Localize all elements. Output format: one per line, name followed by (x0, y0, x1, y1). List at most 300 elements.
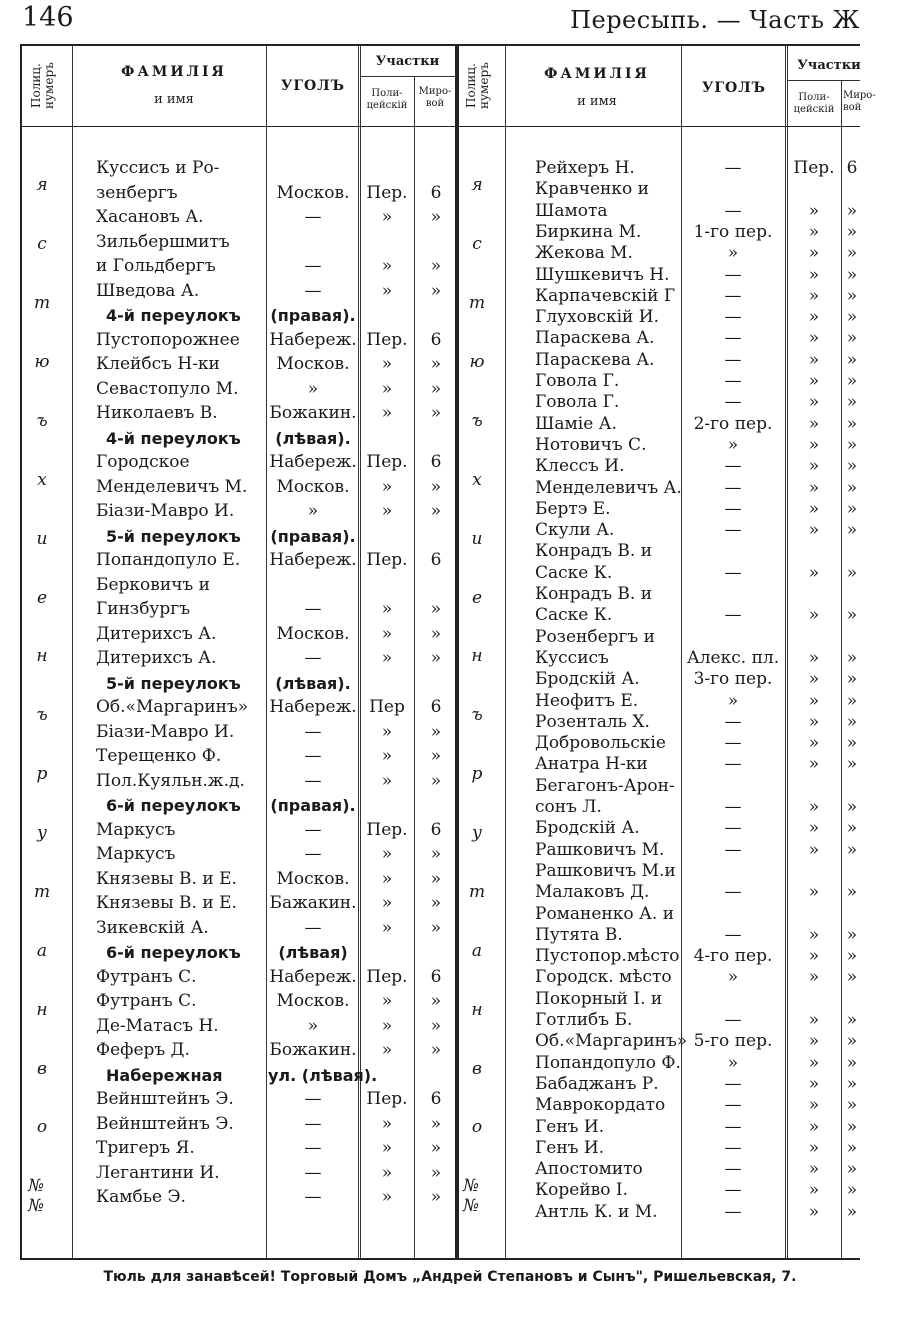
directory-row (459, 435, 860, 456)
side-letter: ю (469, 352, 485, 373)
resident-name: 6-й переулокъ (106, 943, 241, 962)
police-district: » (808, 839, 820, 860)
directory-row (459, 265, 860, 286)
side-letter: ъ (36, 705, 48, 726)
peace-district: » (846, 1159, 858, 1180)
peace-district: » (430, 403, 442, 423)
directory-row (459, 1031, 860, 1052)
section-heading-row (22, 795, 455, 816)
police-district: » (381, 1162, 393, 1183)
peace-district: » (846, 711, 858, 732)
corner-street: — (724, 520, 742, 541)
directory-row (459, 307, 860, 328)
directory-row (459, 776, 860, 797)
peace-district: » (430, 868, 442, 889)
side-letter: н (36, 646, 48, 667)
resident-name: Антль К. и М. (535, 1201, 658, 1222)
side-letter: а (36, 940, 48, 961)
resident-name: Пустопор.мѣсто (535, 946, 680, 967)
directory-row (459, 563, 860, 584)
side-letter: ъ (36, 410, 48, 431)
directory-row (459, 350, 860, 371)
corner-street: — (304, 1187, 322, 1207)
section-heading-row (22, 305, 455, 326)
peace-district: » (846, 924, 858, 945)
corner-street: — (304, 599, 322, 619)
directory-row (22, 844, 455, 865)
corner-street: Набереж. (269, 697, 357, 717)
peace-district: » (846, 285, 858, 306)
corner-street: Бажакин. (269, 893, 357, 913)
peace-district: » (846, 1031, 858, 1052)
resident-name: Корейво I. (535, 1180, 628, 1201)
corner-street: — (724, 882, 742, 903)
side-letter: р (36, 764, 48, 785)
directory-row (459, 605, 860, 626)
peace-district: » (430, 599, 442, 619)
peace-district: » (430, 1187, 442, 1207)
corner-street: — (304, 819, 322, 840)
police-district: » (381, 403, 393, 423)
resident-name: Пол.Куяльн.ж.д. (96, 770, 245, 791)
police-district: » (808, 1095, 820, 1116)
side-letter: х (472, 469, 482, 490)
peace-district: » (846, 562, 858, 583)
directory-row (459, 818, 860, 839)
resident-name: Дитерихсъ А. (96, 648, 217, 668)
corner-street: (правая). (270, 526, 356, 546)
police-district: » (381, 991, 393, 1011)
resident-name: Рашковичъ М.и (535, 860, 676, 881)
name-subheader: и имя (154, 92, 194, 107)
resident-name: Шаміе А. (535, 413, 617, 434)
police-district: » (808, 562, 820, 583)
side-letter: т (33, 881, 51, 902)
side-letter: в (37, 1058, 47, 1079)
resident-name: Анатра Н-ки (535, 754, 648, 775)
side-letter: ю (34, 352, 50, 373)
corner-street: — (724, 1116, 742, 1137)
corner-street: Набереж. (269, 329, 357, 350)
resident-name: Рейхеръ Н. (535, 158, 635, 178)
directory-row (459, 328, 860, 349)
resident-name: Малаковъ Д. (535, 882, 650, 903)
peace-district: » (846, 307, 858, 328)
directory-row (22, 403, 455, 424)
directory-row (459, 1138, 860, 1159)
side-letter: н (471, 646, 483, 667)
corner-street: — (724, 328, 742, 349)
directory-row (459, 1095, 860, 1116)
police-district: » (381, 721, 393, 742)
resident-name: Вейнштейнъ Э. (96, 1113, 234, 1134)
corner-street: — (724, 924, 742, 945)
police-district: Пер. (366, 1089, 408, 1109)
advertisement-footer: Тюль для занавѣсей! Торговый Домъ „Андрей Степановъ и Сынъ", Ришельевская, 7. (103, 1269, 797, 1285)
peace-district-header: Миро-вой (843, 90, 876, 113)
peace-district: » (846, 371, 858, 391)
resident-name: Біази-Мавро И. (96, 501, 235, 521)
resident-name: Скули А. (535, 520, 615, 541)
resident-name: Попандопуло Ф. (535, 1052, 681, 1073)
police-district: » (381, 893, 393, 913)
directory-row (459, 1074, 860, 1095)
districts-rule (360, 76, 455, 77)
peace-district: » (430, 1040, 442, 1060)
resident-name: Романенко А. и (535, 903, 675, 924)
corner-street: (лѣвая) (278, 943, 348, 962)
corner-street: (лѣвая). (275, 428, 351, 448)
police-district: » (808, 967, 820, 988)
resident-name: Розенталь Х. (535, 711, 650, 732)
peace-district: » (846, 264, 858, 285)
resident-name: Глуховскій И. (535, 307, 659, 328)
side-letter: а (471, 940, 483, 961)
police-district: » (381, 501, 393, 521)
peace-district: » (430, 721, 442, 742)
corner-street: — (724, 605, 742, 626)
police-district: » (808, 605, 820, 626)
resident-name: Жекова М. (535, 243, 633, 264)
police-district: » (808, 946, 820, 967)
corner-street: — (304, 844, 322, 864)
directory-row (459, 669, 860, 690)
resident-name: Маврокордато (535, 1095, 666, 1116)
resident-name: Генъ И. (535, 1116, 605, 1137)
resident-name: Бабаджанъ Р. (535, 1073, 659, 1094)
peace-district: » (846, 967, 858, 988)
police-district: » (808, 520, 820, 541)
peace-district: » (846, 1201, 858, 1222)
corner-street: (правая). (270, 796, 356, 815)
peace-district: » (846, 434, 858, 455)
corner-street: 3-го пер. (693, 669, 773, 690)
directory-row (459, 520, 860, 541)
directory-row (459, 904, 860, 925)
resident-name: Апостомито (535, 1159, 643, 1180)
corner-street: — (304, 770, 322, 791)
corner-street: — (724, 477, 742, 498)
corner-street: — (724, 1137, 742, 1158)
corner-street: — (724, 1180, 742, 1201)
directory-row (22, 1163, 455, 1184)
corner-street: — (724, 754, 742, 775)
corner-street: — (304, 648, 322, 668)
police-number-header: Полиц. нумеръ (29, 62, 56, 110)
resident-name: Николаевъ В. (96, 403, 218, 423)
corner-street: — (724, 158, 742, 178)
resident-name: Параскева А. (535, 328, 655, 349)
directory-row (459, 222, 860, 243)
corner-street: » (727, 243, 739, 264)
police-district: » (381, 207, 393, 227)
name-subheader: и имя (577, 94, 617, 109)
corner-street: (лѣвая). (275, 673, 351, 693)
peace-district: » (430, 844, 442, 864)
police-district: Пер. (366, 452, 408, 472)
police-district: » (381, 1113, 393, 1134)
directory-row (22, 354, 455, 375)
police-district: » (381, 256, 393, 276)
resident-name: Менделевичъ А. (535, 477, 682, 498)
police-district: » (808, 797, 820, 817)
corner-street: Москов. (276, 354, 350, 374)
resident-name: Бертэ Е. (535, 498, 611, 519)
directory-row (22, 893, 455, 914)
directory-row (459, 712, 860, 733)
peace-district: » (430, 476, 442, 497)
corner-street: — (724, 839, 742, 860)
peace-district: » (846, 1010, 858, 1030)
police-district: » (381, 476, 393, 497)
corner-street: — (304, 721, 322, 742)
resident-name: Готлибъ Б. (535, 1010, 633, 1030)
police-district: » (808, 221, 820, 242)
corner-street: » (727, 434, 739, 455)
peace-district: 6 (430, 329, 442, 350)
directory-row (459, 882, 860, 903)
directory-row (22, 501, 455, 522)
resident-name: Говола Г. (535, 371, 620, 391)
resident-name: Путята В. (535, 924, 623, 945)
directory-row (22, 819, 455, 844)
directory-row (22, 256, 455, 277)
corner-street: — (724, 1010, 742, 1030)
resident-name: Параскева А. (535, 349, 655, 370)
peace-district: » (846, 605, 858, 626)
directory-row (459, 1202, 860, 1223)
police-district: » (808, 647, 820, 668)
corner-street: Москов. (276, 623, 350, 644)
corner-street: — (724, 349, 742, 370)
directory-row (22, 452, 455, 473)
directory-row (459, 392, 860, 413)
police-district: » (808, 1201, 820, 1222)
directory-table (20, 44, 876, 1260)
corner-street: Набереж. (269, 966, 357, 987)
police-district: » (808, 477, 820, 498)
directory-row (22, 183, 455, 204)
peace-district: » (430, 1138, 442, 1158)
resident-name: Маркусъ (96, 819, 176, 840)
resident-name: Пустопорожнее (96, 329, 240, 350)
corner-street: Набереж. (269, 452, 357, 472)
corner-street: ул. (лѣвая). (268, 1065, 378, 1085)
resident-name: Футранъ С. (96, 991, 197, 1011)
corner-street: 5-го пер. (693, 1031, 773, 1052)
police-district: Пер. (366, 966, 408, 987)
resident-name: Об.«Маргаринъ» (96, 697, 249, 717)
side-letter: ъ (471, 410, 483, 431)
side-letter: в (472, 1058, 482, 1079)
corner-street: 4-го пер. (693, 946, 773, 967)
side-letter: н (471, 999, 483, 1020)
police-district: » (381, 746, 393, 766)
police-district: » (808, 498, 820, 519)
police-district: » (808, 818, 820, 839)
peace-district: » (846, 1137, 858, 1158)
resident-name: Покорный I. и (535, 988, 663, 1009)
directory-row (459, 414, 860, 435)
section-heading-row (22, 1065, 455, 1086)
police-district: » (808, 924, 820, 945)
peace-district: » (430, 1113, 442, 1134)
side-letter: о (36, 1117, 48, 1138)
side-letter: у (37, 823, 47, 844)
peace-district: 6 (430, 697, 442, 717)
side-letter: т (468, 293, 486, 314)
resident-name: Шушкевичъ Н. (535, 264, 670, 285)
resident-name: 6-й переулокъ (106, 796, 241, 815)
resident-name: Хасановъ А. (96, 207, 204, 227)
surname-header: ФАМИЛІЯ (544, 66, 650, 82)
police-district: » (808, 711, 820, 732)
resident-name: Неофитъ Е. (535, 690, 639, 711)
police-district: Пер. (366, 182, 408, 203)
corner-street: — (724, 456, 742, 477)
police-district-header: Поли-цейскій (366, 88, 408, 111)
police-district: » (808, 307, 820, 328)
police-district: Пер (369, 697, 405, 717)
directory-row (22, 1187, 455, 1208)
peace-district: 6 (846, 158, 858, 178)
peace-district: » (846, 221, 858, 242)
peace-district: 6 (430, 182, 442, 203)
peace-district: » (430, 1015, 442, 1036)
resident-name: Гинзбургъ (96, 599, 191, 619)
corner-street: — (724, 818, 742, 839)
directory-row (459, 1159, 860, 1180)
corner-street: — (724, 200, 742, 221)
peace-district: » (846, 520, 858, 541)
corner-street: — (724, 562, 742, 583)
directory-row (459, 584, 860, 605)
right-table (459, 46, 876, 1258)
directory-row (22, 599, 455, 620)
directory-row (22, 1016, 455, 1037)
peace-district: » (846, 647, 858, 668)
corner-street: — (304, 207, 322, 227)
peace-district: » (846, 413, 858, 434)
resident-name: Маркусъ (96, 844, 176, 864)
police-district: » (808, 1116, 820, 1137)
police-district: » (381, 280, 393, 301)
side-letter: ъ (471, 705, 483, 726)
directory-row (22, 697, 455, 718)
side-letter: №№ (463, 1176, 480, 1217)
police-district: » (808, 1180, 820, 1201)
peace-district: » (846, 839, 858, 860)
resident-name: Конрадъ В. и (535, 541, 653, 562)
resident-name: Легантини И. (96, 1162, 220, 1183)
peace-district: » (430, 991, 442, 1011)
resident-name: Зикевскій А. (96, 917, 209, 938)
peace-district: » (846, 349, 858, 370)
corner-street: — (304, 1138, 322, 1158)
resident-name: Нотовичъ С. (535, 434, 647, 455)
page-number: 146 (22, 2, 74, 33)
resident-name: Футранъ С. (96, 966, 197, 987)
right-table-header (459, 46, 876, 127)
directory-row (459, 499, 860, 520)
police-district: » (381, 648, 393, 668)
police-district: » (808, 1159, 820, 1180)
corner-street: » (307, 378, 319, 399)
police-district: » (808, 1031, 820, 1052)
corner-street: — (304, 917, 322, 938)
directory-row (459, 243, 860, 264)
resident-name: Городское (96, 452, 190, 472)
police-district: Пер. (793, 158, 835, 178)
resident-name: Феферъ Д. (96, 1040, 190, 1060)
directory-row (459, 648, 860, 669)
resident-name: Генъ И. (535, 1137, 605, 1158)
corner-street: — (724, 1073, 742, 1094)
directory-row (459, 925, 860, 946)
police-district: » (381, 599, 393, 619)
directory-row (459, 691, 860, 712)
police-district: » (808, 882, 820, 903)
police-district: » (808, 413, 820, 434)
corner-street: — (724, 797, 742, 817)
peace-district: » (846, 690, 858, 711)
police-district: » (381, 1015, 393, 1036)
directory-row (22, 771, 455, 792)
resident-name: Біази-Мавро И. (96, 721, 235, 742)
left-table-header (22, 46, 455, 127)
directory-row (22, 991, 455, 1012)
directory-row (22, 967, 455, 988)
peace-district: » (846, 456, 858, 477)
resident-name: Карпачевскій Г (535, 285, 676, 306)
directory-row (459, 179, 860, 200)
corner-street: (правая). (270, 306, 356, 325)
corner-street: — (304, 1113, 322, 1134)
corner-street: — (724, 733, 742, 754)
directory-row (459, 541, 860, 562)
resident-name: Берковичъ и (96, 574, 210, 595)
peace-district: 6 (430, 1089, 442, 1109)
side-letter: р (471, 764, 483, 785)
left-table (22, 46, 455, 1258)
police-district: » (808, 328, 820, 349)
peace-district: » (430, 893, 442, 913)
section-heading-row (22, 673, 455, 694)
directory-row (22, 575, 455, 596)
resident-name: Дитерихсъ А. (96, 623, 217, 644)
corner-street: Алекс. пл. (686, 647, 780, 668)
police-district: Пер. (366, 550, 408, 570)
resident-name: Набережная (106, 1065, 223, 1085)
resident-name: Бродскій А. (535, 669, 640, 690)
corner-header: УГОЛЪ (702, 80, 766, 96)
police-district: » (808, 690, 820, 711)
resident-name: Князевы В. и Е. (96, 893, 237, 913)
resident-name: Розенбергъ и (535, 626, 655, 647)
peace-district: » (846, 498, 858, 519)
peace-district: » (846, 328, 858, 349)
side-letter: е (471, 587, 483, 608)
directory-row (22, 232, 455, 253)
section-heading-row (22, 526, 455, 547)
corner-street: — (724, 285, 742, 306)
police-district: » (808, 434, 820, 455)
resident-name: Биркина М. (535, 221, 642, 242)
resident-name: и Гольдбергъ (96, 256, 216, 276)
corner-street: Москов. (276, 991, 350, 1011)
directory-row (459, 201, 860, 222)
police-district: » (381, 844, 393, 864)
